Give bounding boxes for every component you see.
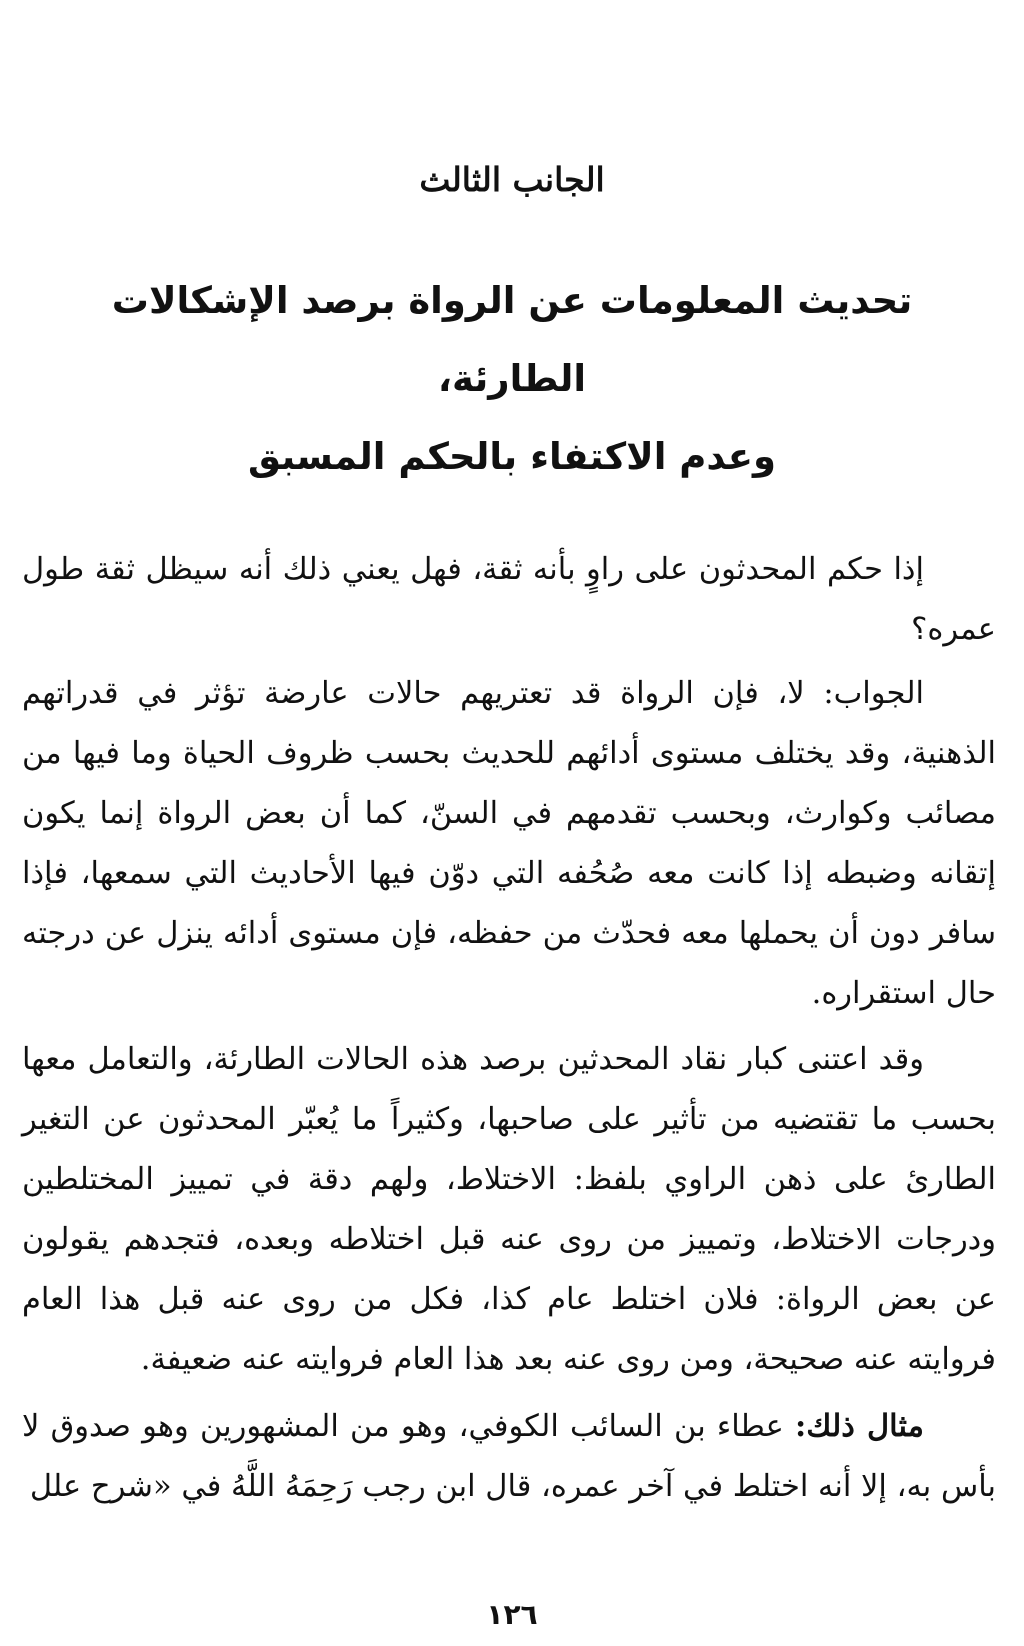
body-text [22, 540, 996, 1523]
section-label: الجانب الثالث [419, 160, 605, 199]
paragraph-ikhtilat: وقد اعتنى كبار نقاد المحدثين برصد هذه الحالات الطارئة، والتعامل معها بحسب ما تقتضيه من تأثير على صاحبها، وكثيراً ما يُعبّر المحدثون عن التغير الطارئ على ذهن الراوي بلفظ: الاختلاط، ولهم دقة في تمييز المختلطين ودرجات الاختلاط، وتمييز من روى عنه قبل اختلاطه وبعده، فتجدهم يقولون عن بعض الرواة: فلان اختلط عام كذا، فكل من روى عنه قبل هذا العام فروايته عنه صحيحة، ومن روى عنه بعد هذا العام فروايته عنه ضعيفة. [22, 1042, 996, 1377]
example-lead: مثال ذلك: [795, 1408, 924, 1444]
paragraph-answer: الجواب: لا، فإن الرواة قد تعتريهم حالات عارضة تؤثر في قدراتهم الذهنية، وقد يختلف مستوى أدائهم للحديث بحسب ظروف الحياة وما فيها من مصائب وكوارث، وبحسب تقدمهم في السنّ، كما أن بعض الرواة إنما يكون إتقانه وضبطه إذا كانت معه صُحُفه التي دوّن فيها الأحاديث التي سمعها، فإذا سافر دون أن يحملها معه فحدّث من حفظه، فإن مستوى أدائه ينزل عن درجته حال استقراره. [22, 676, 996, 1011]
chapter-title-line-1: تحديث المعلومات عن الرواة برصد الإشكالات الطارئة، [111, 279, 913, 400]
paragraph-question: إذا حكم المحدثون على راوٍ بأنه ثقة، فهل يعني ذلك أنه سيظل ثقة طول عمره؟ [22, 552, 996, 647]
paragraph-example [22, 1396, 996, 1517]
example-text: عطاء بن السائب الكوفي، وهو من المشهورين وهو صدوق لا بأس به، إلا أنه اختلط في آخر عمره، قال ابن رجب رَحِمَهُ اللَّهُ في «شرح علل [22, 1409, 996, 1504]
page-number: ١٢٦ [486, 1598, 538, 1631]
chapter-title-line-2: وعدم الاكتفاء بالحكم المسبق [247, 435, 777, 478]
chapter-title [40, 262, 984, 496]
